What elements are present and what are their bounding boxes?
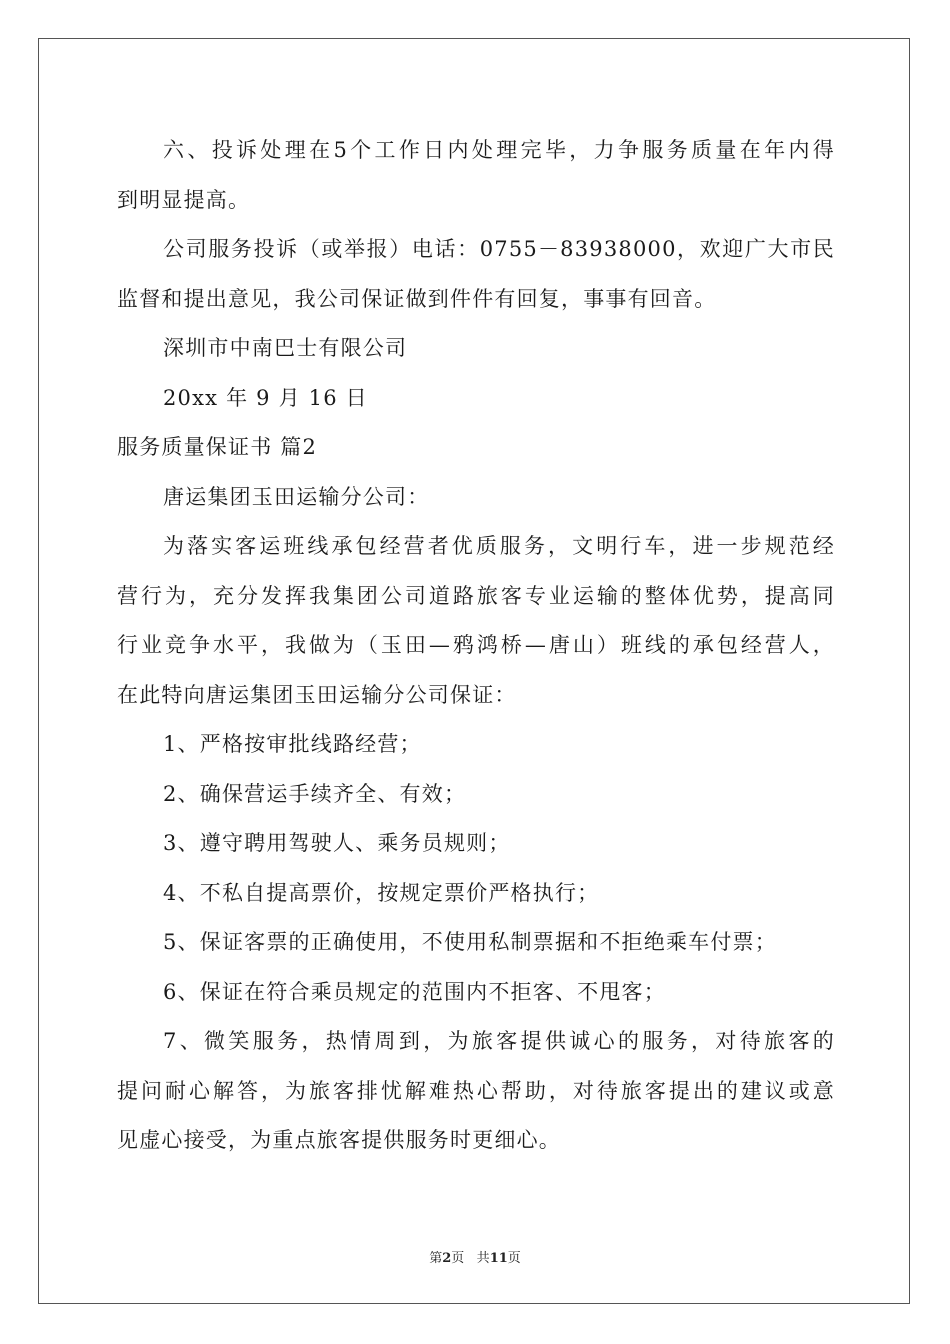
list-item: 3、遵守聘用驾驶人、乘务员规则； [163,831,511,855]
paragraph-line: 营行为，充分发挥我集团公司道路旅客专业运输的整体优势，提高同 [117,583,835,608]
current-page-number: 2 [442,1251,452,1266]
paragraph-line: 见虚心接受，为重点旅客提供服务时更细心。 [117,1128,561,1152]
page-footer [0,1247,950,1266]
list-item: 7、微笑服务，热情周到，为旅客提供诚心的服务，对待旅客的 [163,1029,835,1053]
list-item: 6、保证在符合乘员规定的范围内不拒客、不甩客； [163,979,666,1004]
paragraph-line: 公司服务投诉（或举报）电话：0755－83938000，欢迎广大市民 [163,237,835,261]
paragraph-line: 六、投诉处理在5个工作日内处理完毕，力争服务质量在年内得 [163,138,835,162]
list-item: 5、保证客票的正确使用，不使用私制票据和不拒绝乘车付票； [163,930,777,954]
section-title: 服务质量保证书 篇2 [117,435,318,459]
company-signature: 深圳市中南巴士有限公司 [163,336,408,360]
footer-prefix: 第 [429,1251,443,1266]
document-body [117,126,835,1166]
paragraph-line: 行业竞争水平，我做为（玉田—鸦鸿桥—唐山）班线的承包经营人， [117,633,835,657]
paragraph-line: 监督和提出意见，我公司保证做到件件有回复，事事有回音。 [117,286,717,311]
footer-total-suffix: 页 [507,1251,521,1266]
paragraph-line: 到明显提高。 [117,187,251,212]
footer-page-suffix: 页 [451,1251,465,1266]
signature-date: 20xx 年 9 月 16 日 [163,385,368,410]
footer-total-prefix: 共 [476,1251,490,1266]
salutation: 唐运集团玉田运输分公司： [163,484,430,509]
list-item: 4、不私自提高票价，按规定票价严格执行； [163,880,600,905]
paragraph-line: 提问耐心解答，为旅客排忧解难热心帮助，对待旅客提出的建议或意 [117,1078,835,1103]
paragraph-line: 在此特向唐运集团玉田运输分公司保证： [117,682,517,707]
list-item: 2、确保营运手续齐全、有效； [163,781,467,806]
list-item: 1、严格按审批线路经营； [163,732,422,756]
total-pages-number: 11 [489,1251,508,1266]
paragraph-line: 为落实客运班线承包经营者优质服务，文明行车，进一步规范经 [163,534,835,558]
